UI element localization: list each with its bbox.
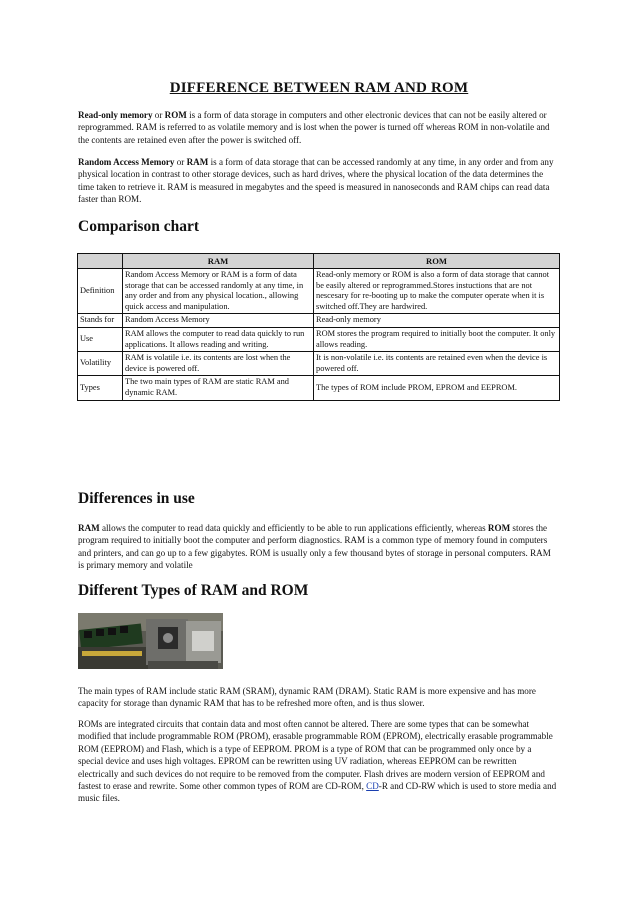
row-label: Use: [78, 327, 123, 351]
row-label: Definition: [78, 269, 123, 314]
rom-or-text: or: [152, 110, 165, 120]
rom-types-text-b: -R and CD-RW which is used to store media and music files.: [78, 781, 557, 804]
table-row: [78, 352, 560, 376]
types-heading: Different Types of RAM and ROM: [78, 582, 309, 599]
rom-cell: Read-only memory: [314, 314, 560, 328]
ram-term: Random Access Memory: [78, 157, 175, 167]
ram-cell: RAM allows the computer to read data quickly to run applications. It allows reading and writing.: [123, 327, 314, 351]
header-rom: ROM: [314, 254, 560, 269]
table-row: [78, 376, 560, 400]
rom-types-paragraph: [78, 718, 558, 805]
table-row: [78, 314, 560, 328]
rom-intro-paragraph: [78, 109, 558, 146]
row-label: Types: [78, 376, 123, 400]
row-label: Volatility: [78, 352, 123, 376]
comparison-table: [77, 253, 560, 401]
ram-cell: Random Access Memory or RAM is a form of data storage that can be accessed randomly at any time, in any order and from any physical location., allowing quick access and manipulation.: [123, 269, 314, 314]
rom-cell: It is non-volatile i.e. its contents are retained even when the device is powered off.: [314, 352, 560, 376]
ram-types-paragraph: The main types of RAM include static RAM (SRAM), dynamic RAM (DRAM). Static RAM is more expensive and has more capacity for storage than dynamic RAM that has to be refreshed more often, and is thus slower.: [78, 686, 536, 709]
ram-cell: RAM is volatile i.e. its contents are lost when the device is powered off.: [123, 352, 314, 376]
table-header-row: [78, 254, 560, 269]
differences-text-2: stores the program required to initially boot the computer and perform diagnostics. RAM is a common type of memory found in computers and printers, and can go up to a few gigabytes. ROM is usually only a few thousand bytes of storage in personal computers. RAM is primary memory and volatile: [78, 523, 551, 571]
differences-text-1: allows the computer to read data quickly and efficiently to be able to run applications efficiently, whereas: [99, 523, 488, 533]
page-title: DIFFERENCE BETWEEN RAM AND ROM: [169, 80, 469, 96]
table-row: [78, 269, 560, 314]
rom-intro-text: is a form of data storage in computers and other electronic devices that can not be easily altered or reprogrammed. RAM is referred to as volatile memory and is lost when the power is turned off whereas ROM in non-volatile and the contents are retained even after the power is switched off.: [78, 110, 550, 145]
comparison-heading: Comparison chart: [78, 218, 199, 235]
ram-intro-paragraph: [78, 156, 558, 206]
row-label: Stands for: [78, 314, 123, 328]
ram-rom-chips-photo: [78, 613, 223, 669]
differences-in-use-heading: Differences in use: [78, 490, 195, 507]
chips-image: [78, 613, 223, 669]
ram-label: RAM: [78, 523, 100, 533]
differences-in-use-paragraph: [78, 522, 558, 572]
rom-term: Read-only memory: [78, 110, 153, 120]
ram-intro-text: is a form of data storage that can be accessed randomly at any time, in any order and from any physical location in contrast to other storage devices, such as hard drives, where the physical location of the data determines the time taken to retrieve it. RAM is measured in megabytes and the speed is measured in nanoseconds and RAM chips can read data faster than ROM.: [78, 157, 554, 205]
header-ram: RAM: [123, 254, 314, 269]
cd-link[interactable]: CD: [366, 781, 379, 792]
ram-cell: The two main types of RAM are static RAM and dynamic RAM.: [123, 376, 314, 400]
rom-cell: The types of ROM include PROM, EPROM and EEPROM.: [314, 376, 560, 400]
rom-types-text-a: ROMs are integrated circuits that contain data and most often cannot be altered. There are some types that can be somewhat modified that include programmable ROM (PROM), erasable programmable ROM (EPROM), electrically erasable programmable ROM (EEPROM) and Flash, which is a type of EEPROM. PROM is a type of ROM that can be programmed only once by a special device and uses high voltages. EPROM can be rewritten using UV radiation, whereas EEPROM can be rewritten electrically and such devices do not require to be removed from the computer. Flash drives are modern version of EEPROM and fastest to erase and rewrite. Some other common types of ROM are CD-ROM,: [78, 719, 553, 792]
header-blank-cell: [78, 254, 123, 269]
rom-label: ROM: [487, 523, 511, 533]
ram-or-text: or: [174, 157, 187, 167]
ram-cell: Random Access Memory: [123, 314, 314, 328]
rom-cell: Read-only memory or ROM is also a form of data storage that cannot be easily altered or reprogrammed.Stores instuctions that are not nescesary for re-booting up to make the computer operate when it is switched off.They are hardwired.: [314, 269, 560, 314]
ram-abbr: RAM: [186, 157, 209, 167]
rom-cell: ROM stores the program required to initially boot the computer. It only allows reading.: [314, 327, 560, 351]
table-row: [78, 327, 560, 351]
rom-abbr: ROM: [164, 110, 187, 120]
